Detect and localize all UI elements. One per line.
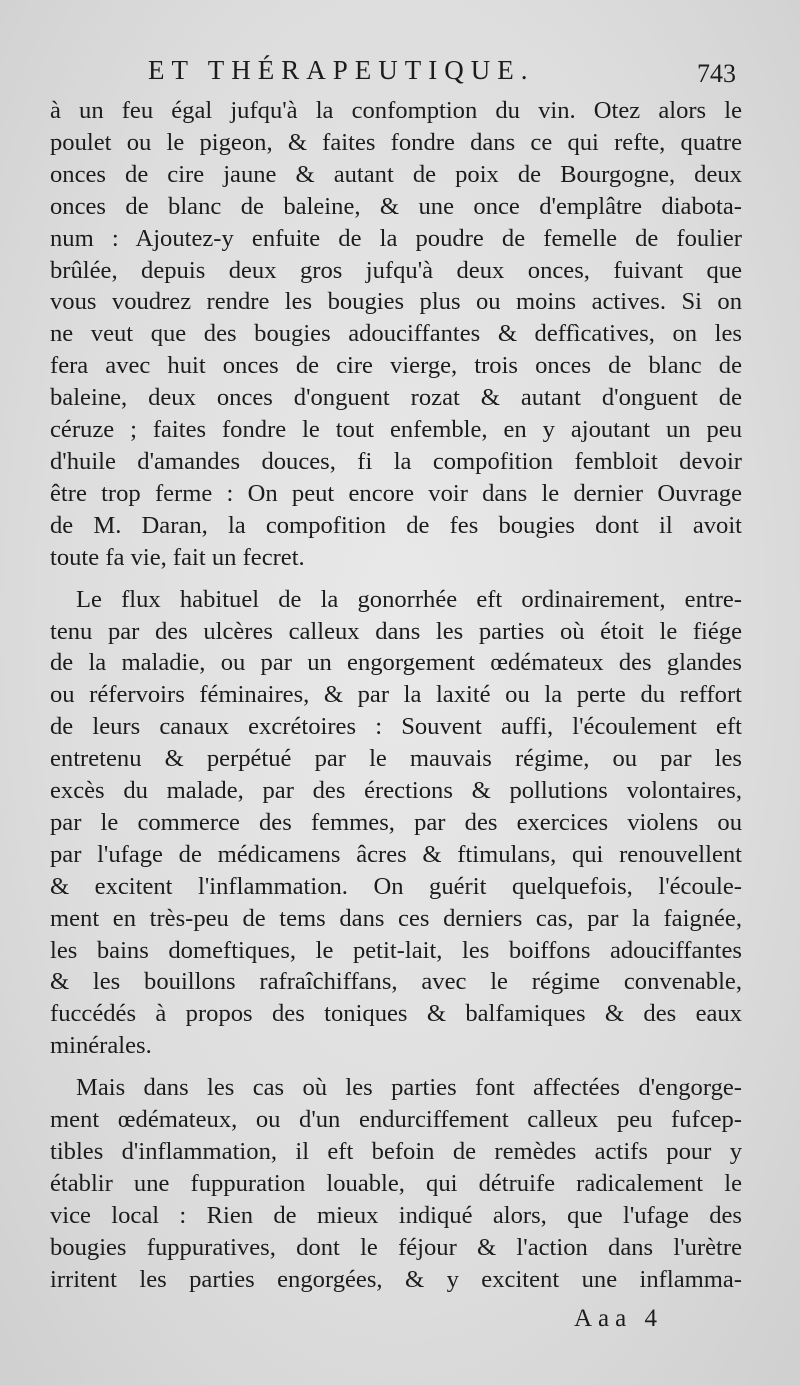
text-line: d'huile d'amandes douces, fi la compofition fembloit devoir: [50, 447, 742, 475]
text-line: fera avec huit onces de cire vierge, trois onces de blanc de: [50, 352, 742, 380]
text-line: brûlée, depuis deux gros jufqu'à deux onces, fuivant que: [50, 256, 742, 284]
text-line: entretenu & perpétué par le mauvais régime, ou par les: [50, 745, 742, 773]
text-line: être trop ferme : On peut encore voir dans le dernier Ouvrage: [50, 479, 742, 507]
text-line: minérales.: [50, 1032, 152, 1060]
text-line: de la maladie, ou par un engorgement œdémateux des glandes: [50, 649, 742, 677]
text-line: fuccédés à propos des toniques & balfamiques & des eaux: [50, 1000, 742, 1028]
text-line: vous voudrez rendre les bougies plus ou moins actives. Si on: [50, 288, 742, 316]
text-line: poulet ou le pigeon, & faites fondre dans ce qui refte, quatre: [50, 128, 742, 156]
text-line: par le commerce des femmes, par des exercices violens ou: [50, 808, 742, 836]
paragraph-2: [50, 584, 742, 1063]
text-line: Mais dans les cas où les parties font affectées d'engorge-: [76, 1074, 742, 1102]
text-line: num : Ajoutez-y enfuite de la poudre de femelle de foulier: [50, 224, 742, 252]
text-line: établir une fuppuration louable, qui détruife radicalement le: [50, 1169, 742, 1197]
text-line: vice local : Rien de mieux indiqué alors, que l'ufage des: [50, 1201, 742, 1229]
page-number: 743: [697, 59, 736, 88]
text-line: tibles d'inflammation, il eft befoin de remèdes actifs pour y: [50, 1138, 742, 1165]
text-line: par l'ufage de médicamens âcres & ftimulans, qui renouvellent: [50, 840, 742, 868]
text-line: les bains domeftiques, le petit-lait, les boiffons adouciffantes: [50, 936, 742, 964]
paragraph-1: [50, 95, 742, 574]
text-line: de leurs canaux excrétoires : Souvent auffi, l'écoulement eft: [50, 713, 742, 741]
text-line: & les bouillons rafraîchiffans, avec le régime convenable,: [50, 968, 742, 996]
text-line: ment œdémateux, ou d'un endurciffement calleux peu fufcep-: [50, 1106, 742, 1134]
text-line: irritent les parties engorgées, & y excitent une inflamma-: [50, 1265, 742, 1293]
text-line: baleine, deux onces d'onguent rozat & autant d'onguent de: [50, 384, 742, 412]
text-line: ou réfervoirs féminaires, & par la laxité ou la perte du reffort: [50, 681, 742, 709]
text-line: ment en très-peu de tems dans ces derniers cas, par la faignée,: [50, 904, 742, 932]
text-line: & excitent l'inflammation. On guérit quelquefois, l'écoule-: [50, 872, 742, 900]
page-header: [0, 52, 800, 92]
body-text: [50, 95, 742, 1296]
text-line: céruze ; faites fondre le tout enfemble, en y ajoutant un peu: [50, 416, 742, 444]
text-line: excès du malade, par des érections & pollutions volontaires,: [50, 777, 742, 805]
running-title: ET THÉRAPEUTIQUE.: [148, 55, 535, 85]
text-line: tenu par des ulcères calleux dans les parties où étoit le fiége: [50, 617, 742, 645]
text-line: à un feu égal jufqu'à la confomption du vin. Otez alors le: [50, 97, 742, 124]
text-line: bougies fuppuratives, dont le féjour & l'action dans l'urètre: [50, 1233, 742, 1261]
paragraph-3: [50, 1072, 742, 1295]
text-line: onces de cire jaune & autant de poix de Bourgogne, deux: [50, 160, 742, 188]
signature-mark: Aaa 4: [574, 1305, 663, 1332]
text-line: toute fa vie, fait un fecret.: [50, 543, 305, 571]
text-line: ne veut que des bougies adouciffantes & deffìcatives, on les: [50, 320, 742, 348]
text-line: Le flux habituel de la gonorrhée eft ordinairement, entre-: [76, 585, 742, 613]
text-line: onces de blanc de baleine, & une once d'emplâtre diabota-: [50, 192, 742, 220]
text-line: de M. Daran, la compofition de fes bougies dont il avoit: [50, 511, 742, 539]
